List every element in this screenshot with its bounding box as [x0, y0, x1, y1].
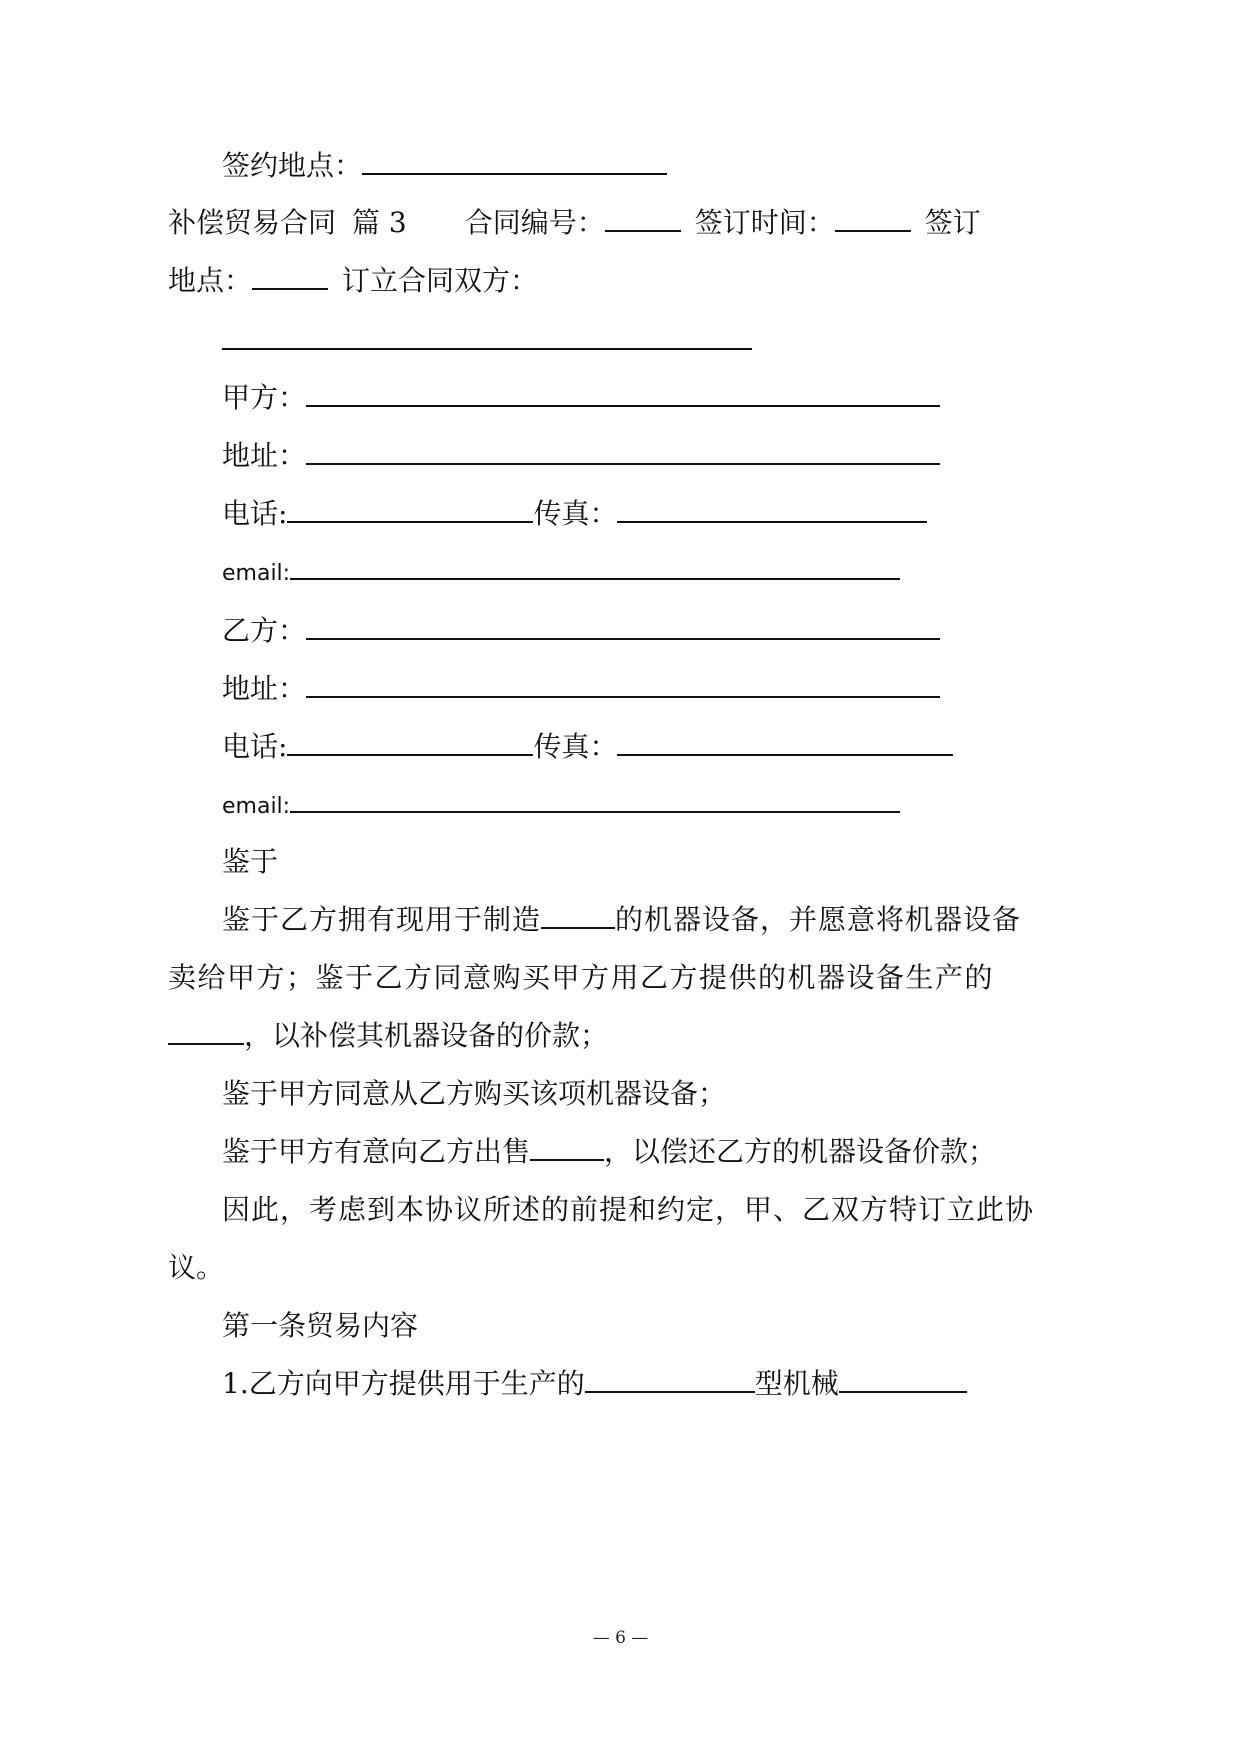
- party-b-line: [222, 611, 940, 651]
- whereas-3-part-2: ，以偿还乙方的机器设备价款；: [604, 1135, 997, 1168]
- party-b-email-blank[interactable]: [290, 785, 900, 813]
- whereas-1-line-2: 卖给甲方；鉴于乙方同意购买甲方用乙方提供的机器设备生产的: [168, 961, 995, 994]
- party-b-address-label: 地址：: [222, 672, 307, 705]
- party-b-phone-blank[interactable]: [287, 728, 533, 756]
- party-a-address-label: 地址：: [222, 439, 307, 472]
- whereas-3-line: [222, 1132, 996, 1172]
- party-a-line: [222, 378, 940, 418]
- whereas-1-product-blank[interactable]: [541, 901, 615, 929]
- whereas-3-goods-blank[interactable]: [530, 1133, 604, 1161]
- party-a-fax-label: 传真：: [533, 497, 618, 530]
- whereas-1-line-3-text: ，以补偿其机器设备的价款；: [244, 1019, 609, 1052]
- party-b-fax-blank[interactable]: [617, 728, 953, 756]
- whereas-1-line-1: [222, 900, 1021, 940]
- article-1-title: 第一条贸易内容: [222, 1309, 419, 1342]
- contract-piece: 篇 3: [352, 206, 407, 239]
- page-number: — 6 —: [592, 1628, 649, 1648]
- party-b-email-label: email:: [222, 794, 291, 819]
- therefore-line-2: 议。: [168, 1251, 225, 1284]
- article-1-item-1-part-1: 1.乙方向甲方提供用于生产的: [222, 1367, 585, 1400]
- party-a-address-line: [222, 436, 940, 476]
- party-a-address-blank[interactable]: [306, 437, 940, 465]
- party-a-fax-blank[interactable]: [617, 495, 927, 523]
- article-1-model-blank[interactable]: [585, 1365, 755, 1393]
- party-a-label: 甲方：: [222, 381, 307, 414]
- article-1-machine-blank[interactable]: [839, 1365, 967, 1393]
- therefore-line-1: 因此，考虑到本协议所述的前提和约定，甲、乙双方特订立此协: [222, 1193, 1035, 1226]
- party-a-blank[interactable]: [306, 379, 940, 407]
- party-b-email-line: [222, 785, 900, 825]
- party-b-label: 乙方：: [222, 614, 307, 647]
- party-a-email-blank[interactable]: [290, 552, 900, 580]
- party-b-address-line: [222, 669, 940, 709]
- parties-label: 订立合同双方：: [342, 264, 539, 297]
- header-sign-place-blank[interactable]: [252, 262, 328, 290]
- contract-title: 补偿贸易合同: [168, 206, 337, 239]
- contract-header-line-2: [168, 261, 538, 301]
- article-1-item-1-part-2: 型机械: [754, 1367, 839, 1400]
- party-b-blank[interactable]: [306, 612, 940, 640]
- party-a-phone-line: [222, 494, 927, 534]
- party-a-email-label: email:: [222, 561, 291, 586]
- sign-place-line: [222, 146, 667, 186]
- party-b-phone-line: [222, 727, 953, 767]
- party-a-email-line: [222, 552, 900, 592]
- whereas-1-goods-blank[interactable]: [168, 1017, 244, 1045]
- article-1-item-1: [222, 1364, 967, 1404]
- whereas-1-part-1: 鉴于乙方拥有现用于制造: [222, 903, 542, 936]
- whereas-3-part-1: 鉴于甲方有意向乙方出售: [222, 1135, 531, 1168]
- party-b-fax-label: 传真：: [533, 730, 618, 763]
- sign-place-label: 签约地点：: [222, 149, 363, 182]
- whereas-2: 鉴于甲方同意从乙方购买该项机器设备；: [222, 1077, 727, 1110]
- party-a-phone-label: 电话:: [222, 497, 288, 530]
- whereas-1-part-2: 的机器设备，并愿意将机器设备: [615, 903, 1022, 936]
- sign-place-label-b: 地点：: [168, 264, 253, 297]
- contract-header-line: [168, 203, 981, 243]
- contract-no-blank[interactable]: [605, 204, 681, 232]
- sign-time-blank[interactable]: [835, 204, 911, 232]
- whereas-1-line-3: [168, 1016, 608, 1056]
- sign-place-label-a: 签订: [924, 206, 981, 239]
- sign-place-blank[interactable]: [362, 147, 667, 175]
- contract-no-label: 合同编号：: [464, 206, 605, 239]
- party-a-phone-blank[interactable]: [287, 495, 533, 523]
- party-b-phone-label: 电话:: [222, 730, 288, 763]
- parties-blank[interactable]: [222, 348, 752, 350]
- party-b-address-blank[interactable]: [306, 670, 940, 698]
- sign-time-label: 签订时间：: [694, 206, 835, 239]
- whereas-heading: 鉴于: [222, 845, 279, 878]
